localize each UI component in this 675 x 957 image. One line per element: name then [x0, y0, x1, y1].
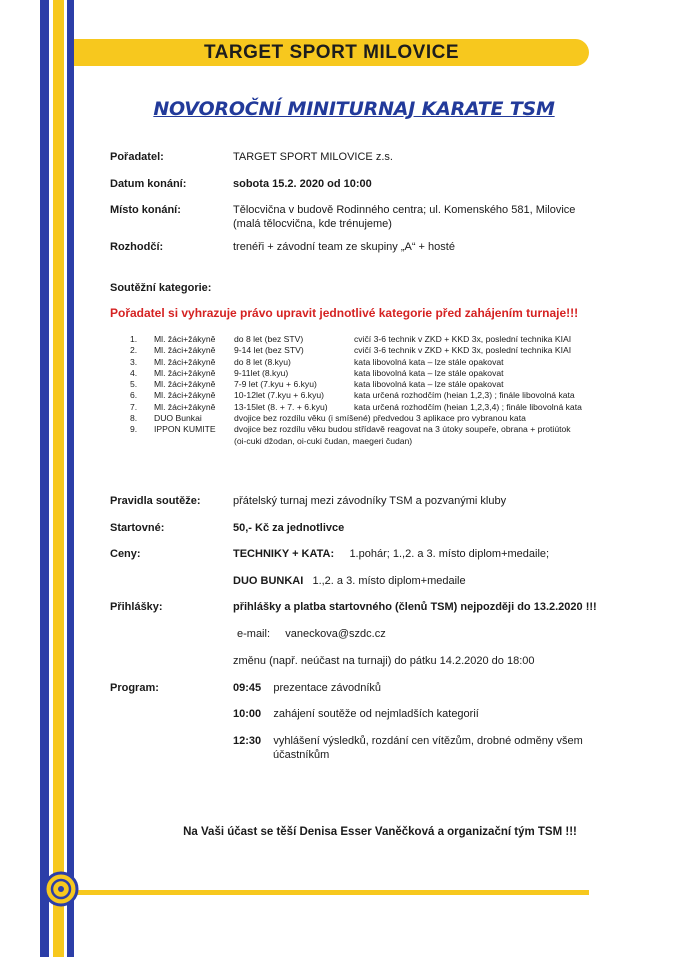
category-number: 6.	[130, 390, 138, 401]
footer-line	[74, 890, 589, 895]
prizes-duo-text: 1.,2. a 3. místo diplom+medaile	[312, 575, 466, 587]
category-desc: dvojice bez rozdílu věku (i smíšené) předvedou 3 aplikace pro vybranou kata	[234, 413, 526, 424]
place-line-2: (malá tělocvična, kde trénujeme)	[233, 217, 392, 230]
category-desc-2: (oi-cuki džodan, oi-cuki čudan, maegeri čudan)	[234, 435, 413, 446]
category-group: Ml. žáci+žákyně	[154, 345, 216, 356]
category-desc: cvičí 3-6 technik v ZKD + KKD 3x, poslední technika KIAI	[354, 334, 572, 344]
page-title: NOVOROČNÍ MINITURNAJ KARATE TSM	[153, 98, 555, 120]
category-number: 4.	[130, 367, 138, 378]
fee-value: 50,- Kč za jednotlivce	[233, 522, 345, 534]
target-icon	[41, 869, 81, 909]
left-yellow-stripe	[53, 0, 64, 957]
category-number: 8.	[130, 413, 138, 424]
prizes-line-2	[233, 575, 466, 589]
program-label: Program:	[110, 682, 159, 694]
left-blue-stripe	[40, 0, 49, 957]
category-number: 1.	[130, 334, 138, 344]
email-link[interactable]: vaneckova@szdc.cz	[285, 628, 386, 640]
date-value: sobota 15.2. 2020 od 10:00	[233, 178, 372, 190]
category-desc: dvojice bez rozdílu věku budou střídavě reagovat na 3 útoky soupeře, obrana + protiútok	[234, 424, 571, 435]
judges-label: Rozhodčí:	[110, 241, 164, 253]
warning-text: Pořadatel si vyhrazuje právo upravit jednotlivé kategorie před zahájením turnaje!!!	[110, 306, 579, 320]
rules-label: Pravidla soutěže:	[110, 495, 201, 507]
category-desc: kata libovolná kata – lze stále opakovat	[354, 379, 504, 390]
closing-text: Na Vaši účast se těší Denisa Esser Vaněčková a organizační tým TSM !!!	[183, 826, 577, 838]
prizes-label: Ceny:	[110, 548, 141, 560]
category-group: Ml. žáci+žákyně	[154, 401, 216, 412]
category-group: Ml. žáci+žákyně	[154, 390, 216, 401]
place-line-1: Tělocvična v budově Rodinného centra; ul. Komenského 581, Milovice	[233, 204, 576, 216]
place-value	[233, 204, 575, 231]
organizer-label: Pořadatel:	[110, 151, 164, 163]
judges-value: trenéři + závodní team ze skupiny „A“ + hosté	[233, 241, 455, 253]
left-blue-stripe-2	[67, 0, 74, 957]
category-number: 9.	[130, 424, 138, 435]
program-time: 10:00	[233, 708, 262, 720]
category-number: 2.	[130, 345, 138, 356]
program-item	[233, 682, 381, 696]
registration-value: přihlášky a platba startovného (členů TSM) nejpozději do 13.2.2020 !!!	[233, 601, 597, 613]
category-number: 5.	[130, 379, 138, 390]
category-group: Ml. žáci+žákyně	[154, 356, 216, 367]
date-label: Datum konání:	[110, 178, 187, 190]
prizes-line-1	[233, 548, 549, 562]
fee-label: Startovné:	[110, 522, 165, 534]
category-group: DUO Bunkai	[154, 413, 202, 424]
category-age: 9-11let (8.kyu)	[234, 367, 289, 378]
category-desc: kata libovolná kata – lze stále opakovat	[354, 367, 504, 378]
program-text: zahájení soutěže od nejmladších kategorií	[273, 708, 479, 720]
email-row	[237, 628, 386, 642]
category-number: 3.	[130, 356, 138, 367]
category-desc: kata určená rozhodčím (heian 1,2,3) ; finále libovolná kata	[354, 390, 575, 401]
category-age: 9-14 let (bez STV)	[234, 345, 304, 356]
registration-label: Přihlášky:	[110, 601, 163, 613]
program-text: vyhlášení výsledků, rozdání cen vítězům, drobné odměny všem	[273, 735, 583, 747]
program-item	[233, 735, 583, 749]
categories-label: Soutěžní kategorie:	[110, 282, 212, 294]
category-group: Ml. žáci+žákyně	[154, 379, 216, 390]
email-label: e-mail:	[237, 628, 271, 640]
category-group: IPPON KUMITE	[154, 424, 216, 435]
category-desc: cvičí 3-6 technik v ZKD + KKD 3x, poslední technika KIAI	[354, 345, 572, 356]
category-group: Ml. žáci+žákyně	[154, 367, 216, 378]
category-number: 7.	[130, 401, 138, 412]
category-desc: kata libovolná kata – lze stále opakovat	[354, 356, 504, 367]
organizer-value: TARGET SPORT MILOVICE z.s.	[233, 151, 393, 163]
category-age: 7-9 let (7.kyu + 6.kyu)	[234, 379, 317, 390]
program-time: 09:45	[233, 682, 262, 694]
place-label: Místo konání:	[110, 204, 181, 216]
prizes-techniques-text: 1.pohár; 1.,2. a 3. místo diplom+medaile;	[349, 548, 550, 560]
category-age: do 8 let (bez STV)	[234, 334, 304, 344]
category-desc: kata určená rozhodčím (heian 1,2,3,4) ; finále libovolná kata	[354, 401, 582, 412]
prizes-category-duo: DUO BUNKAI	[233, 575, 304, 587]
program-text: prezentace závodníků	[273, 682, 382, 694]
category-age: do 8 let (8.kyu)	[234, 356, 291, 367]
rules-value: přátelský turnaj mezi závodníky TSM a pozvanými kluby	[233, 495, 507, 507]
category-age: 13-15let (8. + 7. + 6.kyu)	[234, 401, 328, 412]
change-note: změnu (např. neúčast na turnaji) do pátku 14.2.2020 do 18:00	[233, 655, 535, 667]
brand-name: TARGET SPORT MILOVICE	[203, 42, 460, 63]
prizes-category-techniques: TECHNIKY + KATA:	[233, 548, 335, 560]
category-age: 10-12let (7.kyu + 6.kyu)	[234, 390, 325, 401]
program-item	[233, 708, 479, 722]
program-time: 12:30	[233, 735, 262, 747]
program-text-2: účastníkům	[273, 749, 330, 761]
category-group: Ml. žáci+žákyně	[154, 334, 216, 344]
